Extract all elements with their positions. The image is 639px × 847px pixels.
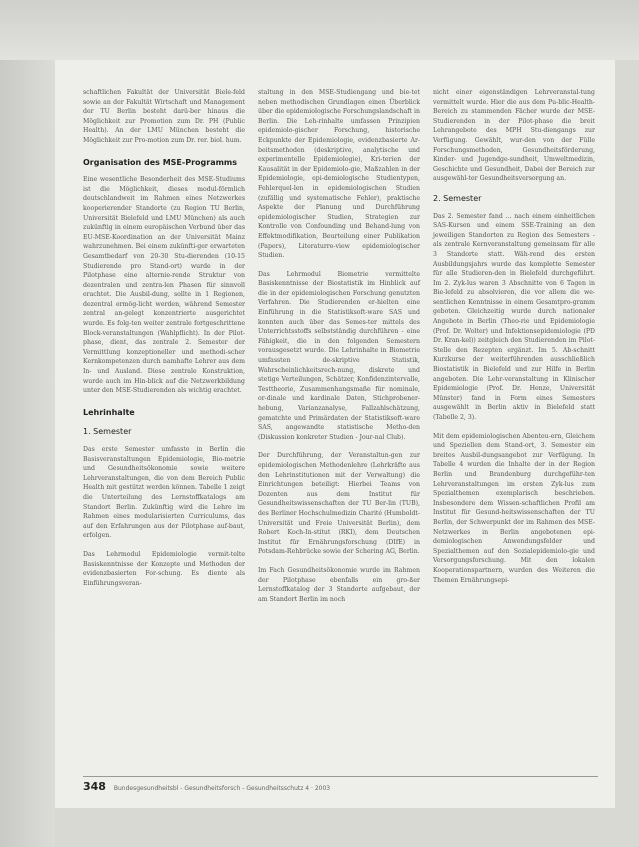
paragraph: Das erste Semester umfasste in Berlin die Basisveranstaltungen Epidemiologie, Bio-metrie und Gesundheitsökonomie sowie weitere Lehrveranstaltungen, die von dem Bereich Public Health mit gestützt werden können. Tabelle 1 zeigt die Unterteilung des Lernstoffkatalogs am Standort Berlin. Zukünftig wird die Lehre im Rahmen eines modularisierten Curriculums, das auf den Erfahrungen aus der Pilotphase auf-baut, erfolgen. <box>83 446 245 540</box>
footer-rule <box>83 776 598 777</box>
paragraph: Der Durchführung, der Veranstaltun-gen zur epidemiologischen Methodenlehre (Lehrkräfte aus den Lehrinstitutionen mit der Verwaltung) die Einrichtungen beteiligt: Hierbei Teams von Dozenten aus dem Institut für Gesundheitswissenschaften der TU Ber-lin (TUB), des Berliner Hochschulmedizin Charité (Humboldt-Universität und Freie Universität Berlin), dem Robert Koch-In-stitut (RKI), dem Deutschen Institut für Ernährungsforschung (DIfE) in Potsdam-Rehbrücke sowie der Schering AG, Berlin. <box>258 452 420 556</box>
scan-left-edge <box>0 0 55 847</box>
section-heading: Organisation des MSE-Programms <box>83 157 238 167</box>
page-footer <box>83 780 603 793</box>
paragraph: Im Fach Gesundheitsökonomie wurde im Rahmen der Pilotphase ebenfalls ein gro-ßer Lernstoffkatalog der 3 Standorte aufgebaut, der am Standort Berlin im noch <box>258 566 420 603</box>
paragraph: Eine wesentliche Besonderheit des MSE-Studiums ist die Möglichkeit, dieses modul-förmlich deutschlandweit im Rahmen eines Netzwerkes kooperierender Standorte (zu Region TU Berlin, Universität Bielefeld und LMU München) als auch zukünftig in einem europäischen Verbund über das EU-MSE-Koordination an der Universität Mainz wahrzunehmen. Bei einem zukünfti-ger erwarteten Gesamtbedarf von 20-30 Stu-dierenden (10-15 Studierende pro Stand-ort) wurde in der Pilotphase eine alternie-rende Struktur von dezentralen und zentra-len Phasen für sinnvoll erachtet. Die Ausbil-dung, sollte in 1 Regionen, dezentral ermög-licht werden, während Semester zentral an-gelegt konzentrierte ausgerichtet wurde. Es folg-ten weiter zentrale fortgeschrittene Block-veranstaltungen (Wahlpflicht). In der Pilot-phase, dient, das zentrale 2. Semester der Vermittlung konzeptioneller und methodi-scher Kernkompetenzen durch namhafte Lehrer aus dem In- und Ausland. Diese zentrale Konstruktion, wurde auch im Hin-blick auf die Netzwerkbildung unter den MSE-Studierenden als wichtig erachtet. <box>83 176 245 395</box>
paragraph: schaftlichen Fakultät der Universität Biele-feld sowie an der Fakultät Wirtschaft und Management der TU Berlin besteht darü-ber hinaus die Möglichkeit zur Promotion zum Dr. PH (Public Health). An der LMU München besteht die Möglichkeit zur Pro-motion zum Dr. rer. biol. hum. <box>83 89 245 144</box>
journal-citation: Bundesgesundheitsbl - Gesundheitsforsch - Gesundheitsschutz 4 · 2003 <box>113 785 331 792</box>
paragraph: Mit dem epidemiologischen Abenteu-ern, Gleichem und Speziellen dem Stand-ort, 3. Semester ein breites Ausbil-dungsangebot zur Verfügung. In Tabelle 4 wurden die Inhalte der in der Region Berlin und Brandenburg durchgeführ-ten Lehrveranstaltungen im ersten Zyk-lus zum Spezialthemen exemplarisch beschrieben. Insbesondere dem Wissen-schaftlichen Profil am Institut für Gesund-heitswissenschaften der TU Berlin, der Schwerpunkt der im Rahmen des MSE-Netzwerkes in Berlin angebotenen epi-demiologischen Anwendungsfelder und Spezialthemen auf den Sozialepidemiolo-gie und Versorgungsforschung. Mit den lokalen Kooperationspartnern, wurden des Weiteren die Themen Ernährungsepi- <box>433 432 595 584</box>
scan-top-edge <box>0 0 639 60</box>
paragraph: staltung in den MSE-Studiengang und bie-tet neben methodischen Grundlagen einen Überblick über die epidemiologische Forschungslandschaft in Berlin. Die Leh-rinhalte umfassen Prinzipien epidemiolo-gischer Forschung, historische Eckpunkte der Epidemiologie, evidenzbasierte Ar-beitsmethoden (deskriptive, analytische und experimentelle Epidemiologie), Kri-terien der Kausalität in der Epidemiolo-gie, Maßzahlen in der Epidemiologie, epi-demiologische Studientypen, Fehlerquel-len in epidemiologischen Studien (zufällig und systematische Fehler), praktische Aspekte der Planung und Durchführung epidemiologischer Studien, Strategien zur Kontrolle von Confounding und Behand-lung von Effektmodifikation, Beurteilung einer Publikation (Papers), Literaturre-view epidemiologischer Studien. <box>258 89 420 260</box>
text-column-1 <box>83 88 245 597</box>
text-column-3 <box>433 88 595 594</box>
paragraph: nicht einer eigenständigen Lehrveranstal-tung vermittelt wurde. Hier die aus dem Pu-blic-Health-Bereich zu stammenden Fächer wurde der MSE-Studierenden in der Pilot-phase die breit Lehrangebote des MPH Stu-diengangs zur Verfügung. Gewählt, wur-den von der Fülle Forschungsmethoden, Gesundheitsförderung, Kinder- und Jugendge-sundheit, Umweltmedizin, Geschichte und Gesundheit, Dabei der Bereich zur ausgewähl-ter Gesundheitsversorgung an. <box>433 89 595 183</box>
section-heading: Lehrinhalte <box>83 407 135 417</box>
paragraph: Das 2. Semester fand ... nach einem einheitlichen SAS-Kursen und einem SSE-Training an den jeweiligen Standorten zu Region des Semesters - als zentrale Kernveranstaltung gemeinsam für alle 3 Standorte statt. Wäh-rend des ersten Ausbildungsjahrs wurde das komplette Semester für alle Studieren-den in Bielefeld durchgeführt. Im 2. Zyk-lus waren 3 Abschnitte von 6 Tagen in Bie-lefeld zu absolvieren, die vor allem die we-sentlichen Kenntnisse in einem Gesamtpro-gramm geboten. Gleichzeitig wurde durch nationaler Angebote in Berlin (Theo-rie und Epidemiologie (Prof. Dr. Wolter) und Infektionsepidemiologie (PD Dr. Kran-kel)) zeitgleich den Studierenden im Pilot-Stelle den Rezepten ergänzt. Im 5. Ab-schnitt Kurzkurse der weiterführenden ausschließlich Biostatistik in Bielefeld und zur Hilfe in Berlin angeboten. Die Lehr-veranstaltung in Klinischer Epidemiologie (Prof. Dr. Henze, Universität Münster) fand in Form eines Semesters ausgewählt in Berlin aktiv in Bielefeld statt (Tabelle 2, 3). <box>433 212 595 421</box>
subsection-heading: 1. Semester <box>83 427 132 437</box>
page-number: 348 <box>83 780 106 793</box>
subsection-heading: 2. Semester <box>433 193 482 203</box>
text-column-2 <box>258 88 420 613</box>
paragraph: Das Lehrmodul Biometrie vermittelte Basiskenntnisse der Biostatistik im Hinblick auf die in der epidemiologischen Forschung genutzten Verfahren. Die Studierenden er-hielten eine Einführung in die Statistiksoft-ware SAS und konnten auch über das Semes-ter mittels des Unterrichtsstoffs selbstständig durchführen - eine Fähigkeit, die in den folgenden Semestern vorausgesetzt wurde. Die Lehrinhalte in Biometrie umfassten de-skriptive Statistik, Wahrscheinlichkeitsrech-nung, diskrete und stetige Verteilungen, Schätzer, Konfidenzintervalle, Testtheorie, Zusammenhangsmaße für nominale, or-dinale und kardinale Daten, Stichprobener-hebung, Varianzanalyse, Fallzahlschätzung, gematchte und Primärdaten der Statistiksoft-ware SAS, angewandte statistische Metho-den (Diskussion konkreter Studien - Jour-nal Club). <box>258 270 420 441</box>
paragraph: Das Lehrmodul Epidemiologie vermit-telte Basiskenntnisse der Konzepte und Methoden der evidenzbasierten For-schung. Es diente als Einführungsveran- <box>83 550 245 587</box>
